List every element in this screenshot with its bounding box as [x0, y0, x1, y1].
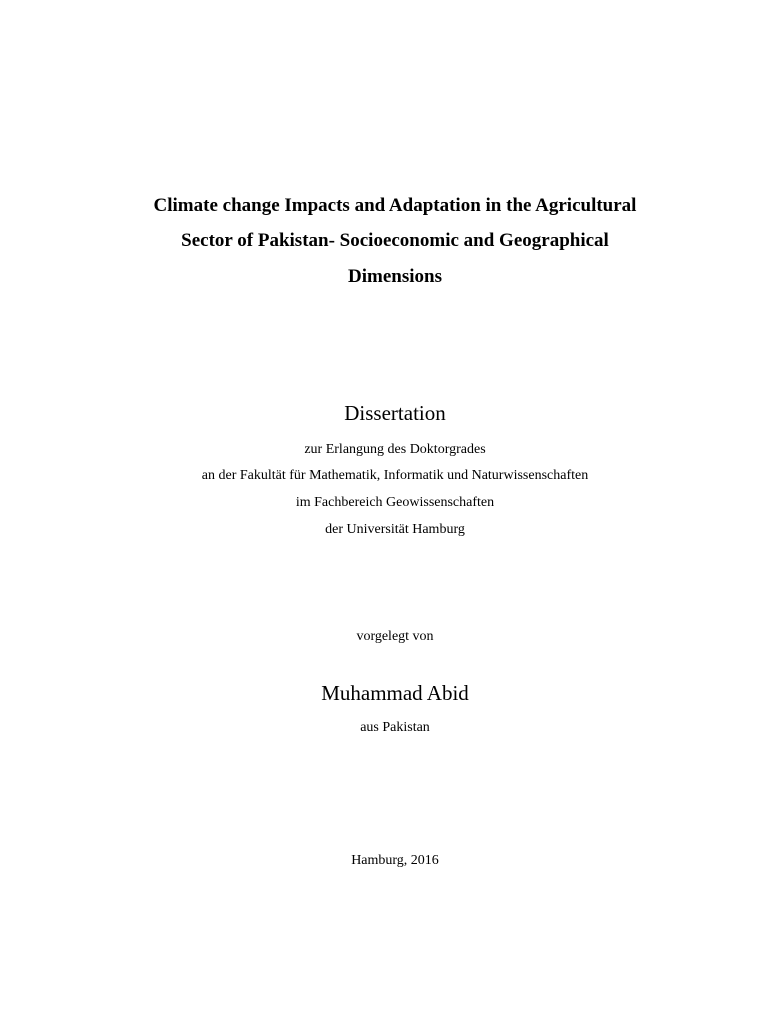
- title-line-1: Climate change Impacts and Adaptation in the Agricultural: [153, 195, 637, 216]
- author-origin: aus Pakistan: [360, 720, 430, 735]
- title-line-2: Sector of Pakistan- Socioeconomic and Geographical: [181, 230, 609, 251]
- purpose-line-1: zur Erlangung des Doktorgrades: [304, 442, 486, 457]
- purpose-line-4: der Universität Hamburg: [325, 522, 465, 537]
- purpose-line-3: im Fachbereich Geowissenschaften: [295, 495, 495, 510]
- submitted-by-label: vorgelegt von: [356, 629, 434, 644]
- title-line-3: Dimensions: [348, 266, 442, 287]
- author-name: Muhammad Abid: [321, 681, 469, 705]
- document-type-heading: Dissertation: [344, 401, 446, 425]
- purpose-line-2: an der Fakultät für Mathematik, Informatik und Naturwissenschaften: [201, 468, 589, 483]
- place-and-date: Hamburg, 2016: [351, 853, 439, 868]
